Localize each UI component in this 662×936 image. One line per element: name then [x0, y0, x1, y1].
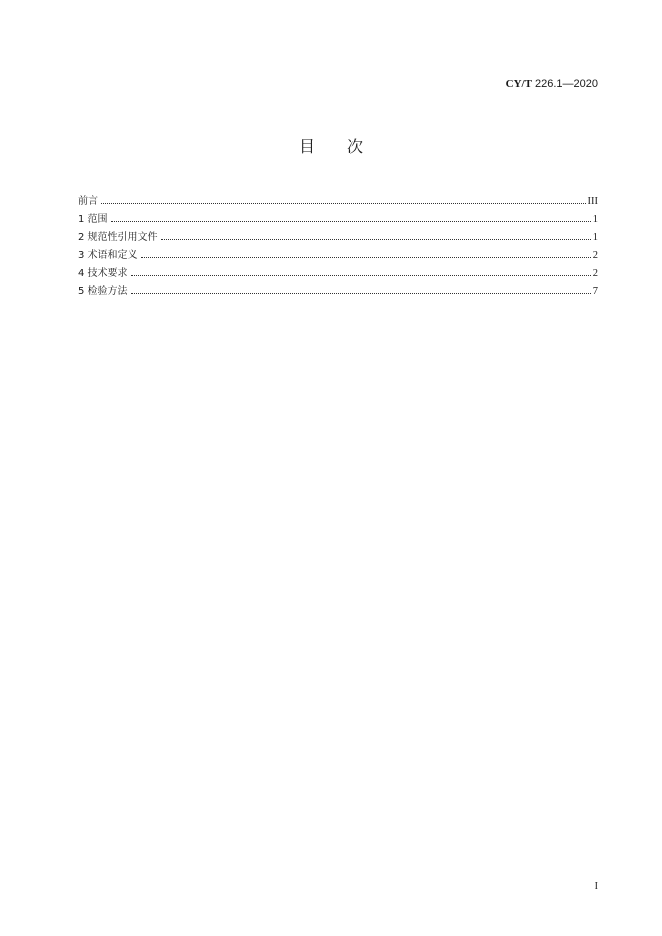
- standard-code: [506, 78, 598, 90]
- toc-leader-dots: [131, 274, 591, 276]
- toc-entry-label: 5 检验方法: [78, 286, 128, 297]
- toc-entry-page: 2: [592, 250, 598, 261]
- toc-entry-scope[interactable]: [78, 211, 598, 229]
- toc-leader-dots: [101, 202, 586, 204]
- toc-entry-page: 2: [592, 268, 598, 279]
- toc-leader-dots: [141, 256, 591, 258]
- toc-entry-label: 2 规范性引用文件: [78, 232, 158, 243]
- toc-entry-label: 4 技术要求: [78, 268, 128, 279]
- table-of-contents: [78, 193, 598, 301]
- toc-entry-label: 1 范围: [78, 214, 108, 225]
- toc-entry-page: III: [587, 196, 598, 207]
- toc-leader-dots: [111, 220, 591, 222]
- toc-leader-dots: [161, 238, 591, 240]
- page-number: I: [594, 881, 598, 892]
- toc-entry-normative-references[interactable]: [78, 229, 598, 247]
- page-title: 目次: [298, 137, 395, 156]
- toc-entry-page: 1: [592, 232, 598, 243]
- toc-leader-dots: [131, 292, 591, 294]
- toc-entry-label: 前言: [78, 196, 98, 207]
- toc-entry-page: 7: [592, 286, 598, 297]
- toc-entry-foreword[interactable]: [78, 193, 598, 211]
- toc-entry-label: 3 术语和定义: [78, 250, 138, 261]
- standard-number: 226.1—2020: [535, 78, 598, 90]
- toc-entry-technical-requirements[interactable]: [78, 265, 598, 283]
- toc-entry-test-methods[interactable]: [78, 283, 598, 301]
- toc-entry-page: 1: [592, 214, 598, 225]
- toc-entry-terms-definitions[interactable]: [78, 247, 598, 265]
- standard-prefix: CY/T: [505, 78, 532, 90]
